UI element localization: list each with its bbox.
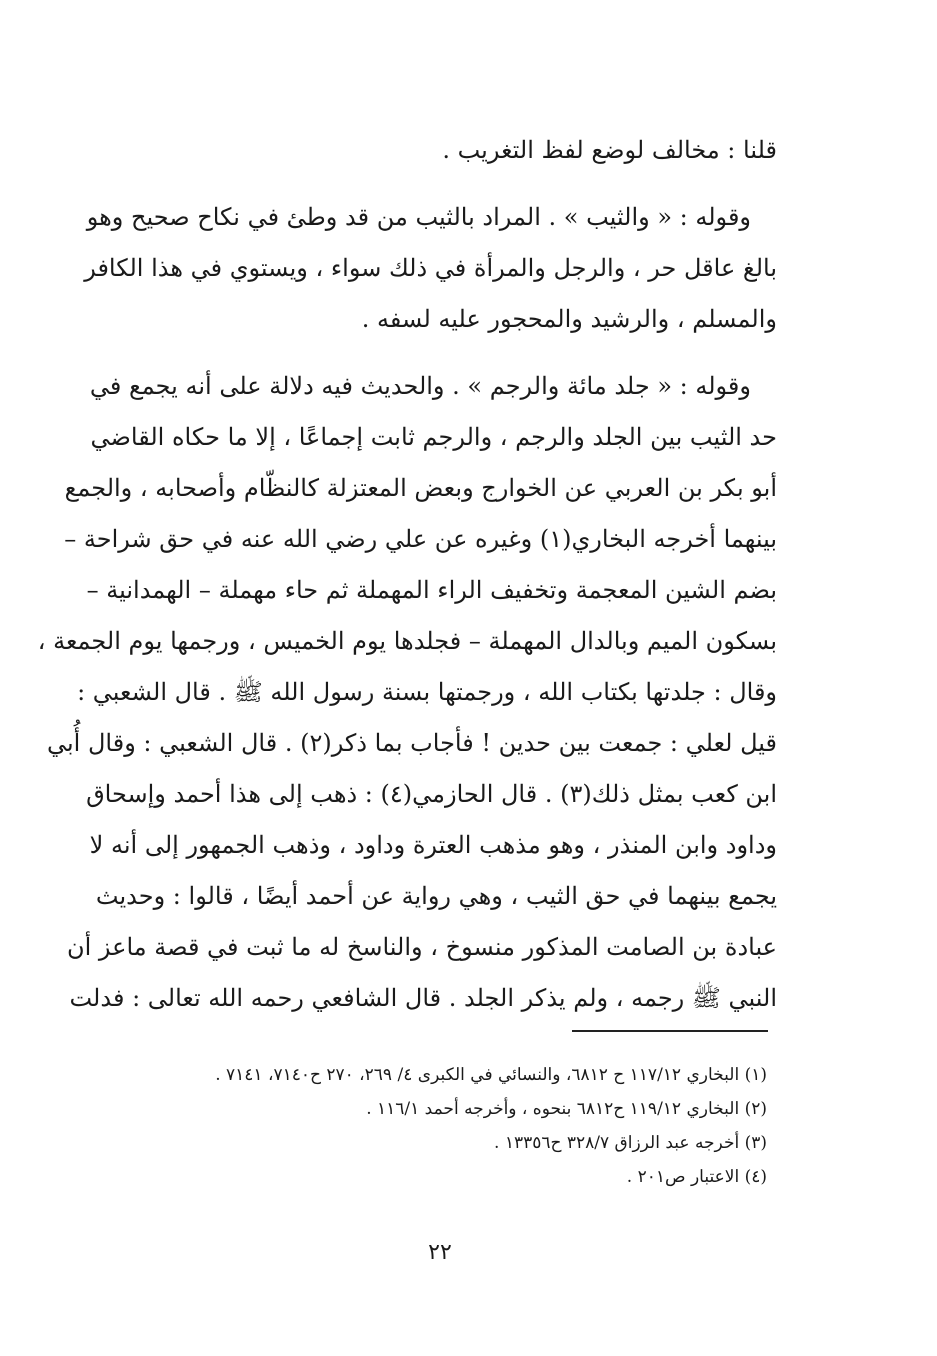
text-line: وقوله : « والثيب » . المراد بالثيب من قد وطئ في نكاح صحيح وهو [86,203,751,231]
text-line: قلنا : مخالف لوضع لفظ التغريب . [442,136,777,164]
footnote: (١) البخاري ١١٧/١٢ ح ٦٨١٢، والنسائي في الكبرى ٤/ ٢٦٩، ٢٧٠ ح٧١٤٠، ٧١٤١ . [215,1065,767,1085]
text-line: والمسلم ، والرشيد والمحجور عليه لسفه . [361,305,777,333]
footnote: (٤) الاعتبار ص٢٠١ . [626,1167,767,1187]
text-line: بينهما أخرجه البخاري(١) وغيره عن علي رضي الله عنه في حق شراحة – [64,525,777,553]
text-line: أبو بكر بن العربي عن الخوارج وبعض المعتزلة كالنظّام وأصحابه ، والجمع [64,474,777,502]
footnotes [107,1058,767,1194]
text-line: عبادة بن الصامت المذكور منسوخ ، والناسخ له ما ثبت في قصة ماعز أن [66,933,777,961]
text-line: ابن كعب بمثل ذلك(٣) . قال الحازمي(٤) : ذهب إلى هذا أحمد وإسحاق [86,780,777,808]
text-line: يجمع بينهما في حق الثيب ، وهي رواية عن أحمد أيضًا ، قالوا : وحديث [95,882,777,910]
footnote: (٣) أخرجه عبد الرزاق ٣٢٨/٧ ح١٣٣٥٦ . [494,1133,767,1153]
text-line: بضم الشين المعجمة وتخفيف الراء المهملة ثم حاء مهملة – الهمدانية – [86,576,777,604]
text-line: النبي ﷺ رجمه ، ولم يذكر الجلد . قال الشافعي رحمه الله تعالى : فدلت [69,984,777,1012]
page-number: ٢٢ [428,1240,452,1265]
main-text [37,125,777,1024]
footnote: (٢) البخاري ١١٩/١٢ ح٦٨١٢ بنحوه ، وأخرجه أحمد ١١٦/١ . [366,1099,767,1119]
text-line: بسكون الميم وبالدال المهملة – فجلدها يوم الخميس ، ورجمها يوم الجمعة ، [37,627,777,655]
footnote-separator [572,1030,768,1032]
text-line: حد الثيب بين الجلد والرجم ، والرجم ثابت إجماعًا ، إلا ما حكاه القاضي [90,423,777,451]
text-line: وداود وابن المنذر ، وهو مذهب العترة وداود ، وذهب الجمهور إلى أنه لا [89,831,777,859]
text-line: قيل لعلي : جمعت بين حدين ! فأجاب بما ذكر(٢) . قال الشعبي : وقال أُبي [46,729,777,757]
text-line: وقوله : « جلد مائة والرجم » . والحديث فيه دلالة على أنه يجمع في [89,372,751,400]
text-line: وقال : جلدتها بكتاب الله ، ورجمتها بسنة رسول الله ﷺ . قال الشعبي : [77,678,777,706]
text-line: بالغ عاقل حر ، والرجل والمرأة في ذلك سواء ، ويستوي في هذا الكافر [84,254,777,282]
